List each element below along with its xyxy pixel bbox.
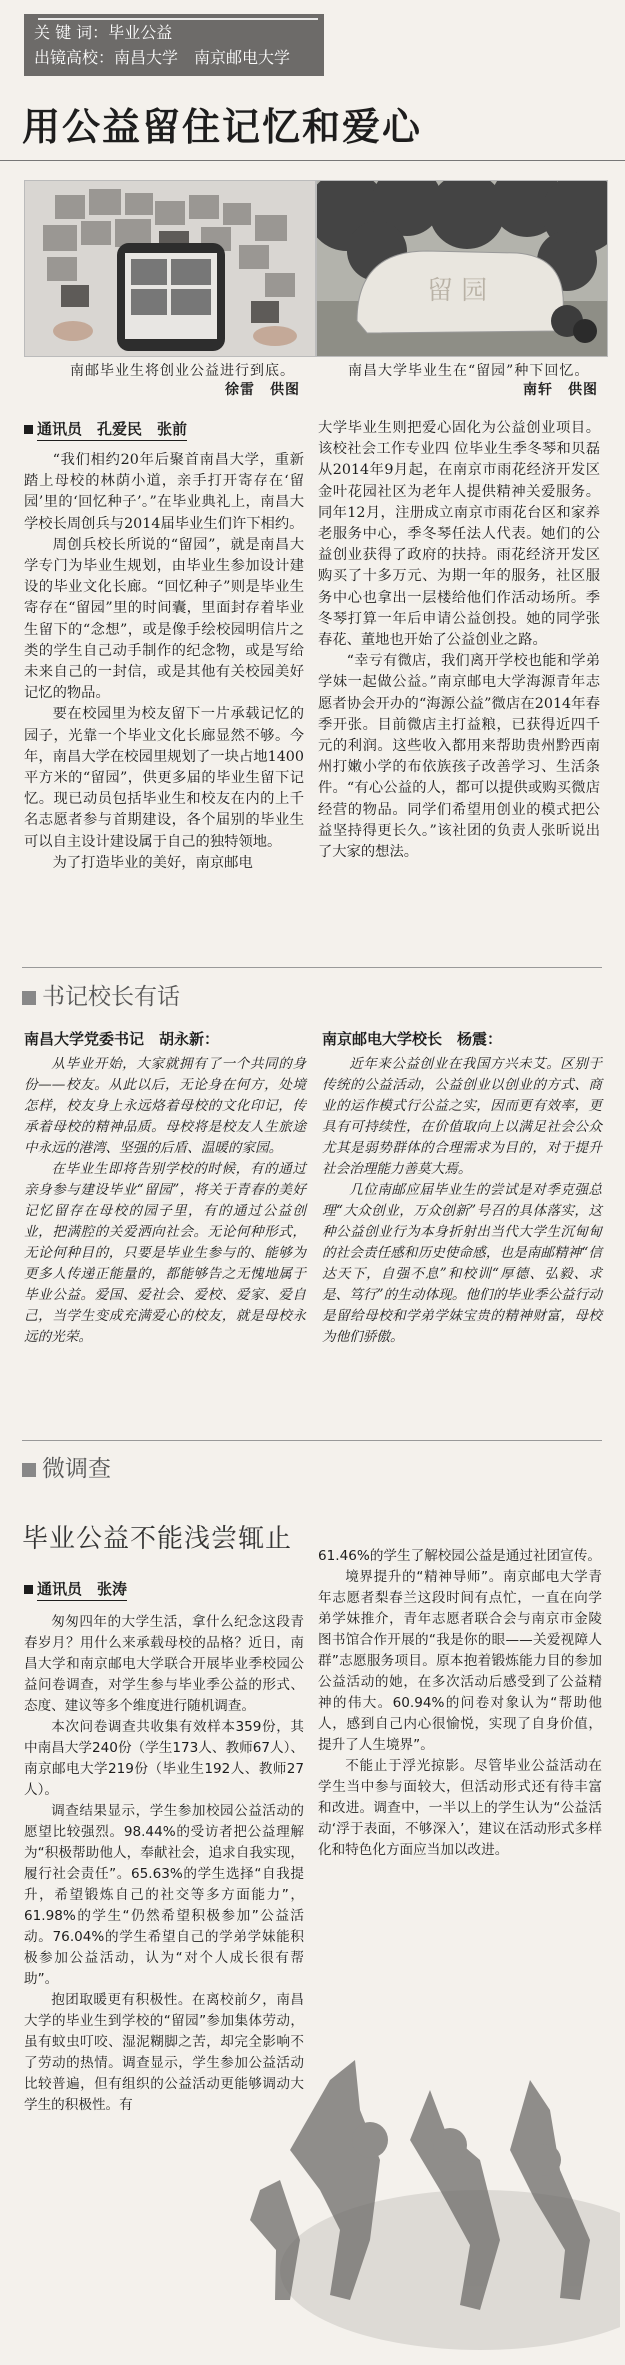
byline2-label: 通讯员 bbox=[37, 1580, 83, 1598]
section1-right-para: 几位南邮应届毕业生的尝试是对季克强总理“大众创业，万众创新”号召的具体落实，这种公益创业行为本身折射出当代大学生沉甸甸的社会责任感和历史使命感，也是南邮精神“信达天下，自强不息”和校训“厚德、弘毅、求是、笃行”的生动体现。他们的毕业季公益行动是留给母校和学弟学妹宝贵的精神财富，母校为他们骄傲。 bbox=[322, 1182, 602, 1345]
section2-header bbox=[22, 1450, 111, 1483]
section1-header bbox=[22, 978, 180, 1011]
section1-left-para: 在毕业生即将告别学校的时候，有的通过亲身参与建设毕业“留园”，将关于青春的美好记忆留存在母校的园子里，有的通过公益创业，把满腔的关爱洒向社会。无论何种形式，无论何种目的，只要是毕业生参与的、能够为更多人传递正能量的，都能够告之无愧地属于毕业公益。爱国、爱社会、爱校、爱家、爱自己，当学生变成充满爱心的校友，就是母校永远的光荣。 bbox=[24, 1161, 306, 1345]
article1-left-para: 要在校园里为校友留下一片承载记忆的园子，光靠一个毕业文化长廊显然不够。今年，南昌大学在校园里规划了一块占地1400平方米的“留园”，供更多届的毕业生留下记忆。现已动员包括毕业生和校友在内的上千名志愿者参与首期建设，各个届别的毕业生可以自主设计建设属于自己的独特领地。 bbox=[24, 706, 304, 850]
section1-title: 书记校长有话 bbox=[42, 984, 180, 1010]
byline-names: 孔爱民 张前 bbox=[97, 420, 188, 438]
article1-left-para: 为了打造毕业的美好，南京邮电 bbox=[52, 854, 253, 871]
section1-right-column bbox=[322, 1054, 602, 1348]
photo-liuyuan-stone bbox=[316, 180, 608, 357]
keyword-label: 关 键 词： bbox=[34, 23, 109, 42]
keyword-box-rule bbox=[38, 18, 318, 20]
article2-left-para: 抱团取暖更有积极性。在离校前夕，南昌大学的毕业生到学校的“留园”参加集体劳动，虽有蚊虫叮咬、湿泥糊脚之苦，却完全影响不了劳动的热情。调查显示，学生参加公益活动比较普遍，但有组织的公益活动更能够调动大学生的积极性。有 bbox=[24, 1992, 304, 2113]
keyword-value: 毕业公益 bbox=[108, 23, 173, 42]
article2-left-para: 调查结果显示，学生参加校园公益活动的愿望比较强烈。98.44%的受访者把公益理解为“积极帮助他人，奉献社会，追求自我实现，履行社会责任”。65.63%的学生选择“自我提升，希望锻炼自己的社交等多方面能力”，61.98%的学生“仍然希望积极参加”公益活动。76.04%的学生希望自己的学弟学妹能积极参加公益活动，认为“对个人成长很有帮助”。 bbox=[24, 1803, 304, 1987]
svg-text:留 园: 留 园 bbox=[427, 276, 488, 306]
article1-byline bbox=[24, 418, 187, 439]
article2-right-column bbox=[318, 1546, 602, 1861]
article1-left-para: “我们相约20年后聚首南昌大学，重新踏上母校的林荫小道，亲手打开寄存在‘留园’里的‘回忆种子’。”在毕业典礼上，南昌大学校长周创兵与2014届毕业生们许下相约。 bbox=[24, 452, 304, 532]
article2-left-para: 本次问卷调查共收集有效样本359份，其中南昌大学240份（学生173人、教师67人）、南京邮电大学219份（毕业生192人、教师27人）。 bbox=[24, 1719, 304, 1798]
byline2-square-icon bbox=[24, 1585, 33, 1594]
photo2-caption-text: 南昌大学毕业生在“留园”种下回忆。 bbox=[348, 363, 590, 379]
headline-rule bbox=[0, 160, 625, 161]
article2-right-para: 境界提升的“精神导师”。南京邮电大学青年志愿者梨春兰这段时间有点忙，一直在向学弟学妹推介，青年志愿者联合会与南京市金陵图书馆合作开展的“我是你的眼——关爱视障人群”志愿服务项目。原本抱着锻炼能力目的参加公益活动的她，在多次活动后感受到了公益精神的伟大。60.94%的问卷对象认为“帮助他人，感到自己内心很愉悦，实现了自身价值，提升了人生境界”。 bbox=[318, 1569, 602, 1753]
section1-left-column bbox=[24, 1054, 306, 1348]
section1-right-speaker: 南京邮电大学校长 杨震： bbox=[322, 1030, 503, 1048]
article1-right-column bbox=[318, 418, 600, 863]
byline-label: 通讯员 bbox=[37, 420, 83, 438]
photo2-caption bbox=[348, 362, 598, 400]
section1-rule bbox=[22, 967, 602, 968]
photo1-credit: 徐雷 供图 bbox=[225, 382, 300, 398]
photo1-caption bbox=[70, 362, 300, 400]
section2-headline: 毕业公益不能浅尝辄止 bbox=[22, 1524, 293, 1554]
article2-left-para: 匆匆四年的大学生活，拿什么纪念这段青春岁月？用什么来承载母校的品格？近日，南昌大学和南京邮电大学联合开展毕业季校园公益问卷调查，对学生参与毕业季公益的形式、态度、建议等多个维度进行随机调查。 bbox=[24, 1614, 304, 1714]
article1-left-column bbox=[24, 450, 304, 874]
photo2-credit: 南轩 供图 bbox=[523, 382, 598, 398]
section2-title: 微调查 bbox=[42, 1456, 111, 1482]
photo-nanyou-graduates bbox=[24, 180, 316, 357]
byline-square-icon bbox=[24, 425, 33, 434]
photo1-caption-text: 南邮毕业生将创业公益进行到底。 bbox=[70, 363, 295, 379]
section1-right-para: 近年来公益创业在我国方兴未艾。区别于传统的公益活动，公益创业以创业的方式、商业的运作模式行公益之实，因而更有效率，更具有可持续性，在价值取向上以满足社会公众尤其是弱势群体的合理需求为目的，对于提升社会治理能力善莫大焉。 bbox=[322, 1056, 602, 1177]
section1-square-icon bbox=[22, 991, 36, 1005]
byline2-name: 张涛 bbox=[97, 1580, 128, 1598]
page-headline: 用公益留住记忆和爱心 bbox=[22, 105, 423, 149]
article1-right-para: 大学毕业生则把爱心固化为公益创业项目。该校社会工作专业四 位毕业生季冬琴和贝磊从2014年9月起，在南京市雨花经济开发区金叶花园社区为老年人提供精神关爱服务。同年12月，注册成立南京市雨花台区和家养老服务中心，季冬琴任法人代表。她们的公益创业获得了政府的扶持。雨花经济开发区购买了十多万元、为期一年的服务，社区服务中心也拿出一层楼给他们作活动场所。季冬琴打算一年后申请公益创投。她的同学张春花、董地也开始了公益创业之路。 bbox=[318, 420, 600, 649]
school-label: 出镜高校： bbox=[34, 48, 115, 67]
section2-square-icon bbox=[22, 1463, 36, 1477]
article1-left-para: 周创兵校长所说的“留园”，就是南昌大学专门为毕业生规划，由毕业生参加设计建设的毕业文化长廊。“回忆种子”则是毕业生寄存在“留园”里的时间囊，里面封存着毕业生留下的“念想”，或是像手绘校园明信片之类的学生自己动手制作的纪念物，或是写给未来自己的一封信，或是其他有关校园美好记忆的物品。 bbox=[24, 536, 304, 702]
school-value: 南昌大学 南京邮电大学 bbox=[114, 48, 291, 67]
article2-right-para: 不能止于浮光掠影。尽管毕业公益活动在学生当中参与面较大，但活动形式还有待丰富和改进。调查中，一半以上的学生认为“公益活动‘浮于表面，不够深入’，建议在活动形式多样化和特色化方面应当加以改进。 bbox=[318, 1758, 602, 1858]
keyword-box bbox=[24, 14, 324, 76]
article2-right-para: 61.46%的学生了解校园公益是通过社团宣传。 bbox=[318, 1548, 601, 1564]
article2-byline bbox=[24, 1578, 127, 1599]
section1-left-para: 从毕业开始，大家就拥有了一个共同的身份——校友。从此以后，无论身在何方，处境怎样，校友身上永远烙着母校的文化印记，传承着母校的精神品质。母校将是校友人生旅途中永远的港湾、坚强的后盾、温暖的家园。 bbox=[24, 1056, 306, 1156]
section1-left-speaker: 南昌大学党委书记 胡永新： bbox=[24, 1030, 220, 1048]
jumping-graduates-illustration bbox=[180, 2040, 620, 2360]
section2-rule bbox=[22, 1440, 602, 1441]
article1-right-para: “幸亏有微店，我们离开学校也能和学弟学妹一起做公益。”南京邮电大学海源青年志愿者协会开办的“海源公益”微店在2014年春季开张。目前微店主打益粮，已获得近四千元的利润。这些收入都用来帮助贵州黔西南州打嫩小学的布依族孩子改善学习、生活条件。“有心公益的人，都可以提供或购买微店经营的物品。同学们希望用创业的模式把公益坚持得更长久。”该社团的负责人张昕说出了大家的想法。 bbox=[318, 653, 600, 861]
